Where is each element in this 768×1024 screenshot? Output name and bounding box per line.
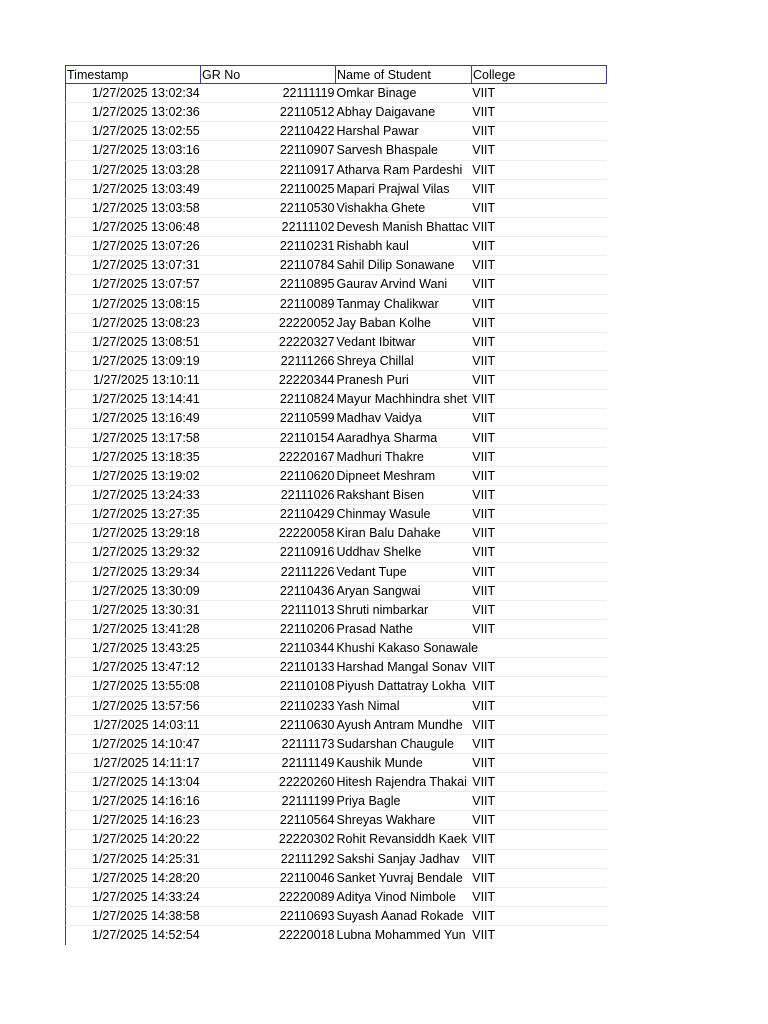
table-row bbox=[65, 869, 607, 888]
cell-name-of-student[interactable]: Sudarshan Chaugule bbox=[336, 736, 454, 751]
cell-college[interactable]: VIIT bbox=[472, 717, 496, 732]
cell-gr-no[interactable]: 22110917 bbox=[279, 162, 335, 177]
cell-college[interactable]: VIIT bbox=[472, 507, 496, 522]
cell-timestamp[interactable]: 1/27/2025 13:03:58 bbox=[92, 200, 200, 215]
table-row bbox=[65, 199, 607, 218]
cell-name-of-student[interactable]: Jay Baban Kolhe bbox=[336, 315, 432, 330]
cell-gr-no[interactable]: 22110599 bbox=[279, 411, 335, 426]
table-row bbox=[65, 333, 607, 352]
table-row bbox=[65, 295, 607, 314]
cell-name-of-student[interactable]: Aditya Vinod Nimbole bbox=[336, 889, 456, 904]
cell-name-of-student[interactable]: Uddhav Shelke bbox=[336, 545, 422, 560]
cell-name-of-student[interactable]: Atharva Ram Pardeshi bbox=[336, 162, 463, 177]
cell-timestamp[interactable]: 1/27/2025 14:10:47 bbox=[92, 736, 200, 751]
cell-name-of-student[interactable]: Yash Nimal bbox=[336, 698, 400, 713]
cell-college[interactable]: VIIT bbox=[472, 813, 496, 828]
cell-timestamp[interactable]: 1/27/2025 13:09:19 bbox=[92, 353, 200, 368]
cell-name-of-student[interactable]: Shreya Chillal bbox=[336, 353, 414, 368]
cell-name-of-student[interactable]: Sarvesh Bhaspale bbox=[336, 143, 438, 158]
cell-college[interactable]: VIIT bbox=[472, 277, 496, 292]
cell-college[interactable]: VIIT bbox=[472, 679, 496, 694]
cell-timestamp[interactable]: 1/27/2025 13:03:49 bbox=[92, 181, 200, 196]
cell-college[interactable]: VIIT bbox=[472, 602, 496, 617]
cell-gr-no[interactable]: 22110620 bbox=[279, 468, 335, 483]
cell-college[interactable]: VIIT bbox=[472, 334, 496, 349]
cell-gr-no[interactable]: 22111102 bbox=[281, 219, 335, 234]
cell-name-of-student[interactable]: Vishakha Ghete bbox=[336, 200, 426, 215]
table-row bbox=[65, 486, 607, 505]
cell-gr-no[interactable]: 22111173 bbox=[281, 736, 335, 751]
cell-college[interactable]: VIIT bbox=[472, 545, 496, 560]
cell-gr-no[interactable]: 22110154 bbox=[279, 430, 335, 445]
cell-name-of-student[interactable]: Vedant Ibitwar bbox=[336, 334, 416, 349]
cell-gr-no[interactable]: 22110422 bbox=[279, 124, 335, 139]
cell-name-of-student[interactable]: Sanket Yuvraj Bendale bbox=[336, 870, 463, 885]
cell-timestamp[interactable]: 1/27/2025 13:41:28 bbox=[92, 621, 200, 636]
cell-gr-no[interactable]: 22111149 bbox=[281, 755, 335, 770]
cell-college[interactable]: VIIT bbox=[472, 889, 496, 904]
cell-timestamp[interactable]: 1/27/2025 13:07:57 bbox=[92, 277, 200, 292]
cell-college[interactable]: VIIT bbox=[472, 373, 496, 388]
table-row bbox=[65, 180, 607, 199]
cell-college[interactable]: VIIT bbox=[472, 296, 496, 311]
cell-name-of-student[interactable]: Omkar Binage bbox=[336, 86, 417, 100]
header-timestamp[interactable]: Timestamp bbox=[65, 66, 200, 84]
cell-college[interactable]: VIIT bbox=[472, 775, 496, 790]
cell-timestamp[interactable]: 1/27/2025 13:27:35 bbox=[92, 507, 200, 522]
cell-gr-no[interactable]: 22111199 bbox=[281, 794, 335, 809]
cell-timestamp[interactable]: 1/27/2025 13:02:36 bbox=[92, 105, 200, 120]
cell-college[interactable]: VIIT bbox=[472, 411, 496, 426]
cell-name-of-student[interactable]: Sahil Dilip Sonawane bbox=[336, 258, 455, 273]
cell-college[interactable]: VIIT bbox=[472, 736, 496, 751]
header-college[interactable]: College bbox=[471, 66, 607, 84]
cell-timestamp[interactable]: 1/27/2025 13:57:56 bbox=[92, 698, 200, 713]
table-row bbox=[65, 141, 607, 160]
cell-gr-no[interactable]: 22220089 bbox=[278, 889, 335, 904]
cell-gr-no[interactable]: 22111026 bbox=[280, 487, 335, 502]
cell-gr-no[interactable]: 22220344 bbox=[278, 373, 335, 388]
cell-college[interactable]: VIIT bbox=[472, 870, 496, 885]
cell-timestamp[interactable]: 1/27/2025 13:02:34 bbox=[92, 86, 200, 100]
cell-college[interactable] bbox=[471, 639, 607, 657]
table-row bbox=[65, 371, 607, 390]
cell-college[interactable]: VIIT bbox=[472, 105, 496, 120]
table-row bbox=[65, 792, 607, 811]
table-row bbox=[65, 314, 607, 333]
cell-gr-no[interactable]: 22220018 bbox=[278, 928, 335, 943]
cell-name-of-student[interactable]: Harshad Mangal Sonav bbox=[336, 660, 468, 675]
cell-gr-no[interactable]: 22110429 bbox=[279, 507, 335, 522]
cell-timestamp[interactable]: 1/27/2025 14:20:22 bbox=[92, 832, 200, 847]
table-row bbox=[65, 716, 607, 735]
table-row bbox=[65, 237, 607, 256]
cell-gr-no[interactable]: 22220327 bbox=[278, 334, 335, 349]
cell-name-of-student[interactable]: Devesh Manish Bhattac bbox=[336, 219, 469, 234]
cell-timestamp[interactable]: 1/27/2025 13:03:28 bbox=[92, 162, 200, 177]
table-row bbox=[65, 639, 607, 658]
cell-gr-no[interactable]: 22220052 bbox=[278, 315, 335, 330]
cell-timestamp[interactable]: 1/27/2025 13:29:34 bbox=[92, 564, 200, 579]
cell-timestamp[interactable]: 1/27/2025 14:28:20 bbox=[92, 870, 200, 885]
table-row bbox=[65, 543, 607, 562]
cell-timestamp[interactable]: 1/27/2025 13:19:02 bbox=[92, 468, 200, 483]
cell-timestamp[interactable]: 1/27/2025 14:16:23 bbox=[92, 813, 200, 828]
table-row bbox=[65, 926, 607, 945]
cell-college[interactable]: VIIT bbox=[472, 353, 496, 368]
table-row bbox=[65, 524, 607, 543]
table-row bbox=[65, 563, 607, 582]
cell-name-of-student[interactable]: Rishabh kaul bbox=[336, 239, 409, 254]
cell-name-of-student[interactable]: Rohit Revansiddh Kaek bbox=[336, 832, 468, 847]
cell-timestamp[interactable]: 1/27/2025 13:18:35 bbox=[92, 449, 200, 464]
table-row bbox=[65, 907, 607, 926]
cell-name-of-student[interactable]: Suyash Aanad Rokade bbox=[336, 909, 464, 924]
table-row bbox=[65, 505, 607, 524]
cell-gr-no[interactable]: 22110108 bbox=[279, 679, 335, 694]
cell-college[interactable]: VIIT bbox=[472, 392, 496, 407]
cell-timestamp[interactable]: 1/27/2025 13:24:33 bbox=[92, 487, 200, 502]
table-row bbox=[65, 467, 607, 486]
cell-college[interactable]: VIIT bbox=[472, 219, 496, 234]
cell-timestamp[interactable]: 1/27/2025 13:03:16 bbox=[92, 143, 200, 158]
table-row bbox=[65, 448, 607, 467]
cell-timestamp[interactable]: 1/27/2025 13:30:09 bbox=[92, 583, 200, 598]
cell-timestamp[interactable]: 1/27/2025 13:16:49 bbox=[92, 411, 200, 426]
cell-gr-no[interactable]: 22111266 bbox=[280, 353, 335, 368]
cell-name-of-student[interactable]: Sakshi Sanjay Jadhav bbox=[336, 851, 460, 866]
cell-name-of-student[interactable]: Madhuri Thakre bbox=[336, 449, 424, 464]
cell-gr-no[interactable]: 22111292 bbox=[280, 851, 335, 866]
cell-college[interactable]: VIIT bbox=[472, 698, 496, 713]
cell-gr-no[interactable]: 22110089 bbox=[279, 296, 335, 311]
cell-gr-no[interactable]: 22220260 bbox=[278, 775, 335, 790]
cell-gr-no[interactable]: 22220167 bbox=[278, 449, 335, 464]
cell-college[interactable]: VIIT bbox=[472, 124, 496, 139]
table-row bbox=[65, 84, 607, 103]
table-row bbox=[65, 275, 607, 294]
cell-college[interactable]: VIIT bbox=[472, 832, 496, 847]
table-row bbox=[65, 429, 607, 448]
cell-gr-no[interactable]: 22110231 bbox=[279, 239, 335, 254]
cell-timestamp[interactable]: 1/27/2025 13:08:51 bbox=[92, 334, 200, 349]
cell-college[interactable]: VIIT bbox=[472, 258, 496, 273]
cell-gr-no[interactable]: 22110824 bbox=[279, 392, 335, 407]
cell-gr-no[interactable]: 22220058 bbox=[278, 526, 335, 541]
cell-gr-no[interactable]: 22220302 bbox=[278, 832, 335, 847]
cell-gr-no[interactable]: 22110025 bbox=[279, 181, 335, 196]
cell-name-of-student[interactable]: Mapari Prajwal Vilas bbox=[336, 181, 450, 196]
table-row bbox=[65, 754, 607, 773]
table-row bbox=[65, 218, 607, 237]
table-row bbox=[65, 352, 607, 371]
cell-name-of-student[interactable]: Prasad Nathe bbox=[336, 621, 413, 636]
cell-name-of-student[interactable]: Ayush Antram Mundhe bbox=[336, 717, 463, 732]
cell-college[interactable]: VIIT bbox=[472, 909, 496, 924]
table-row bbox=[65, 161, 607, 180]
cell-gr-no[interactable]: 22110512 bbox=[279, 105, 335, 120]
cell-gr-no[interactable]: 22111226 bbox=[280, 564, 335, 579]
table-row bbox=[65, 122, 607, 141]
cell-timestamp[interactable]: 1/27/2025 13:43:25 bbox=[91, 641, 200, 656]
table-row bbox=[65, 256, 607, 275]
table-body bbox=[65, 84, 607, 945]
table-row bbox=[65, 390, 607, 409]
cell-college[interactable]: VIIT bbox=[472, 526, 496, 541]
cell-timestamp[interactable]: 1/27/2025 13:06:48 bbox=[92, 219, 200, 234]
cell-gr-no[interactable]: 22110564 bbox=[279, 813, 335, 828]
cell-college[interactable]: VIIT bbox=[472, 181, 496, 196]
cell-name-of-student[interactable]: Chinmay Wasule bbox=[336, 507, 431, 522]
cell-college[interactable]: VIIT bbox=[472, 200, 496, 215]
cell-timestamp[interactable]: 1/27/2025 13:10:11 bbox=[92, 373, 200, 388]
cell-name-of-student[interactable]: Dipneet Meshram bbox=[336, 468, 436, 483]
cell-college[interactable]: VIIT bbox=[472, 162, 496, 177]
cell-college[interactable]: VIIT bbox=[472, 851, 496, 866]
table-row bbox=[65, 409, 607, 428]
cell-timestamp[interactable]: 1/27/2025 14:11:17 bbox=[92, 755, 200, 770]
cell-gr-no[interactable]: 22110693 bbox=[279, 909, 335, 924]
cell-college[interactable]: VIIT bbox=[472, 239, 496, 254]
cell-timestamp[interactable]: 1/27/2025 14:33:24 bbox=[92, 889, 200, 904]
cell-timestamp[interactable]: 1/27/2025 13:29:32 bbox=[92, 545, 200, 560]
cell-college[interactable]: VIIT bbox=[472, 487, 496, 502]
cell-timestamp[interactable]: 1/27/2025 13:07:26 bbox=[92, 239, 200, 254]
table-row bbox=[65, 830, 607, 849]
table-row bbox=[65, 811, 607, 830]
cell-name-of-student[interactable]: Madhav Vaidya bbox=[336, 411, 422, 426]
cell-gr-no[interactable]: 22111013 bbox=[280, 602, 335, 617]
table-row bbox=[65, 697, 607, 716]
cell-timestamp[interactable]: 1/27/2025 14:38:58 bbox=[92, 909, 200, 924]
cell-gr-no[interactable]: 22110630 bbox=[279, 717, 335, 732]
cell-college[interactable]: VIIT bbox=[472, 928, 496, 943]
cell-name-of-student[interactable]: Kaushik Munde bbox=[336, 755, 423, 770]
cell-timestamp[interactable]: 1/27/2025 13:47:12 bbox=[92, 660, 200, 675]
cell-college[interactable]: VIIT bbox=[472, 621, 496, 636]
cell-gr-no[interactable]: 22110233 bbox=[279, 698, 335, 713]
cell-gr-no[interactable]: 22110206 bbox=[279, 621, 335, 636]
cell-name-of-student[interactable]: Abhay Daigavane bbox=[336, 105, 436, 120]
cell-college[interactable]: VIIT bbox=[472, 660, 496, 675]
cell-timestamp[interactable]: 1/27/2025 13:08:15 bbox=[92, 296, 200, 311]
table-row bbox=[65, 850, 607, 869]
cell-name-of-student[interactable]: Hitesh Rajendra Thakai bbox=[336, 775, 467, 790]
cell-college[interactable]: VIIT bbox=[472, 315, 496, 330]
cell-gr-no[interactable]: 22110784 bbox=[279, 258, 335, 273]
cell-name-of-student[interactable]: Mayur Machhindra shet bbox=[336, 392, 468, 407]
cell-timestamp[interactable]: 1/27/2025 13:17:58 bbox=[92, 430, 200, 445]
cell-gr-no[interactable]: 22110895 bbox=[279, 277, 335, 292]
cell-name-of-student[interactable]: Aaradhya Sharma bbox=[336, 430, 438, 445]
cell-gr-no[interactable]: 22110133 bbox=[279, 660, 335, 675]
cell-name-of-student[interactable]: Shreyas Wakhare bbox=[336, 813, 436, 828]
table-row bbox=[65, 773, 607, 792]
spreadsheet-table bbox=[65, 65, 607, 945]
cell-name-of-student[interactable]: Kiran Balu Dahake bbox=[336, 526, 441, 541]
table-row bbox=[65, 677, 607, 696]
cell-gr-no[interactable]: 22110916 bbox=[279, 545, 335, 560]
cell-name-of-student[interactable]: Harshal Pawar bbox=[336, 124, 419, 139]
cell-college[interactable]: VIIT bbox=[472, 468, 496, 483]
cell-name-of-student[interactable]: Gaurav Arvind Wani bbox=[336, 277, 448, 292]
cell-name-of-student[interactable]: Pranesh Puri bbox=[336, 373, 409, 388]
table-row bbox=[65, 103, 607, 122]
cell-name-of-student[interactable]: Rakshant Bisen bbox=[336, 487, 425, 502]
cell-gr-no[interactable]: 22111119 bbox=[282, 86, 335, 100]
cell-timestamp[interactable]: 1/27/2025 14:03:11 bbox=[92, 717, 200, 732]
cell-timestamp[interactable]: 1/27/2025 13:08:23 bbox=[92, 315, 200, 330]
cell-timestamp[interactable]: 1/27/2025 14:25:31 bbox=[92, 851, 200, 866]
table-row bbox=[65, 620, 607, 639]
table-row bbox=[65, 658, 607, 677]
cell-timestamp[interactable]: 1/27/2025 14:52:54 bbox=[92, 928, 200, 943]
cell-name-of-student[interactable]: Priya Bagle bbox=[336, 794, 401, 809]
cell-timestamp[interactable]: 1/27/2025 13:55:08 bbox=[92, 679, 200, 694]
header-name-of-student[interactable]: Name of Student bbox=[335, 66, 471, 84]
table-row bbox=[65, 888, 607, 907]
header-gr-no[interactable]: GR No bbox=[200, 66, 335, 84]
cell-gr-no[interactable]: 22110907 bbox=[279, 143, 335, 158]
cell-timestamp[interactable]: 1/27/2025 13:29:18 bbox=[92, 526, 200, 541]
cell-name-of-student[interactable]: Tanmay Chalikwar bbox=[336, 296, 439, 311]
cell-name-of-student[interactable]: Lubna Mohammed Yun bbox=[336, 928, 466, 943]
cell-timestamp[interactable]: 1/27/2025 13:07:31 bbox=[92, 258, 200, 273]
table-row bbox=[65, 735, 607, 754]
cell-college[interactable]: VIIT bbox=[472, 430, 496, 445]
table-row bbox=[65, 582, 607, 601]
cell-gr-no[interactable]: 22110046 bbox=[279, 870, 335, 885]
cell-name-of-student[interactable]: Khushi Kakaso Sonawale bbox=[336, 641, 479, 656]
cell-college[interactable]: VIIT bbox=[472, 583, 496, 598]
cell-gr-no[interactable]: 22110344 bbox=[279, 641, 335, 656]
cell-timestamp[interactable]: 1/27/2025 13:30:31 bbox=[92, 602, 200, 617]
cell-college[interactable]: VIIT bbox=[472, 794, 496, 809]
cell-college[interactable]: VIIT bbox=[472, 86, 496, 100]
cell-name-of-student[interactable]: Aryan Sangwai bbox=[336, 583, 421, 598]
cell-timestamp[interactable]: 1/27/2025 13:14:41 bbox=[92, 392, 200, 407]
cell-college[interactable]: VIIT bbox=[472, 755, 496, 770]
cell-name-of-student[interactable]: Piyush Dattatray Lokha bbox=[336, 679, 466, 694]
cell-timestamp[interactable]: 1/27/2025 13:02:55 bbox=[92, 124, 200, 139]
cell-college[interactable]: VIIT bbox=[472, 564, 496, 579]
cell-gr-no[interactable]: 22110436 bbox=[279, 583, 335, 598]
cell-timestamp[interactable]: 1/27/2025 14:13:04 bbox=[92, 775, 200, 790]
cell-gr-no[interactable]: 22110530 bbox=[279, 200, 335, 215]
table-header-row bbox=[65, 65, 607, 84]
cell-name-of-student[interactable]: Shruti nimbarkar bbox=[336, 602, 429, 617]
cell-college[interactable]: VIIT bbox=[472, 143, 496, 158]
table-row bbox=[65, 601, 607, 620]
cell-timestamp[interactable]: 1/27/2025 14:16:16 bbox=[92, 794, 200, 809]
cell-college[interactable]: VIIT bbox=[472, 449, 496, 464]
cell-name-of-student[interactable]: Vedant Tupe bbox=[336, 564, 407, 579]
